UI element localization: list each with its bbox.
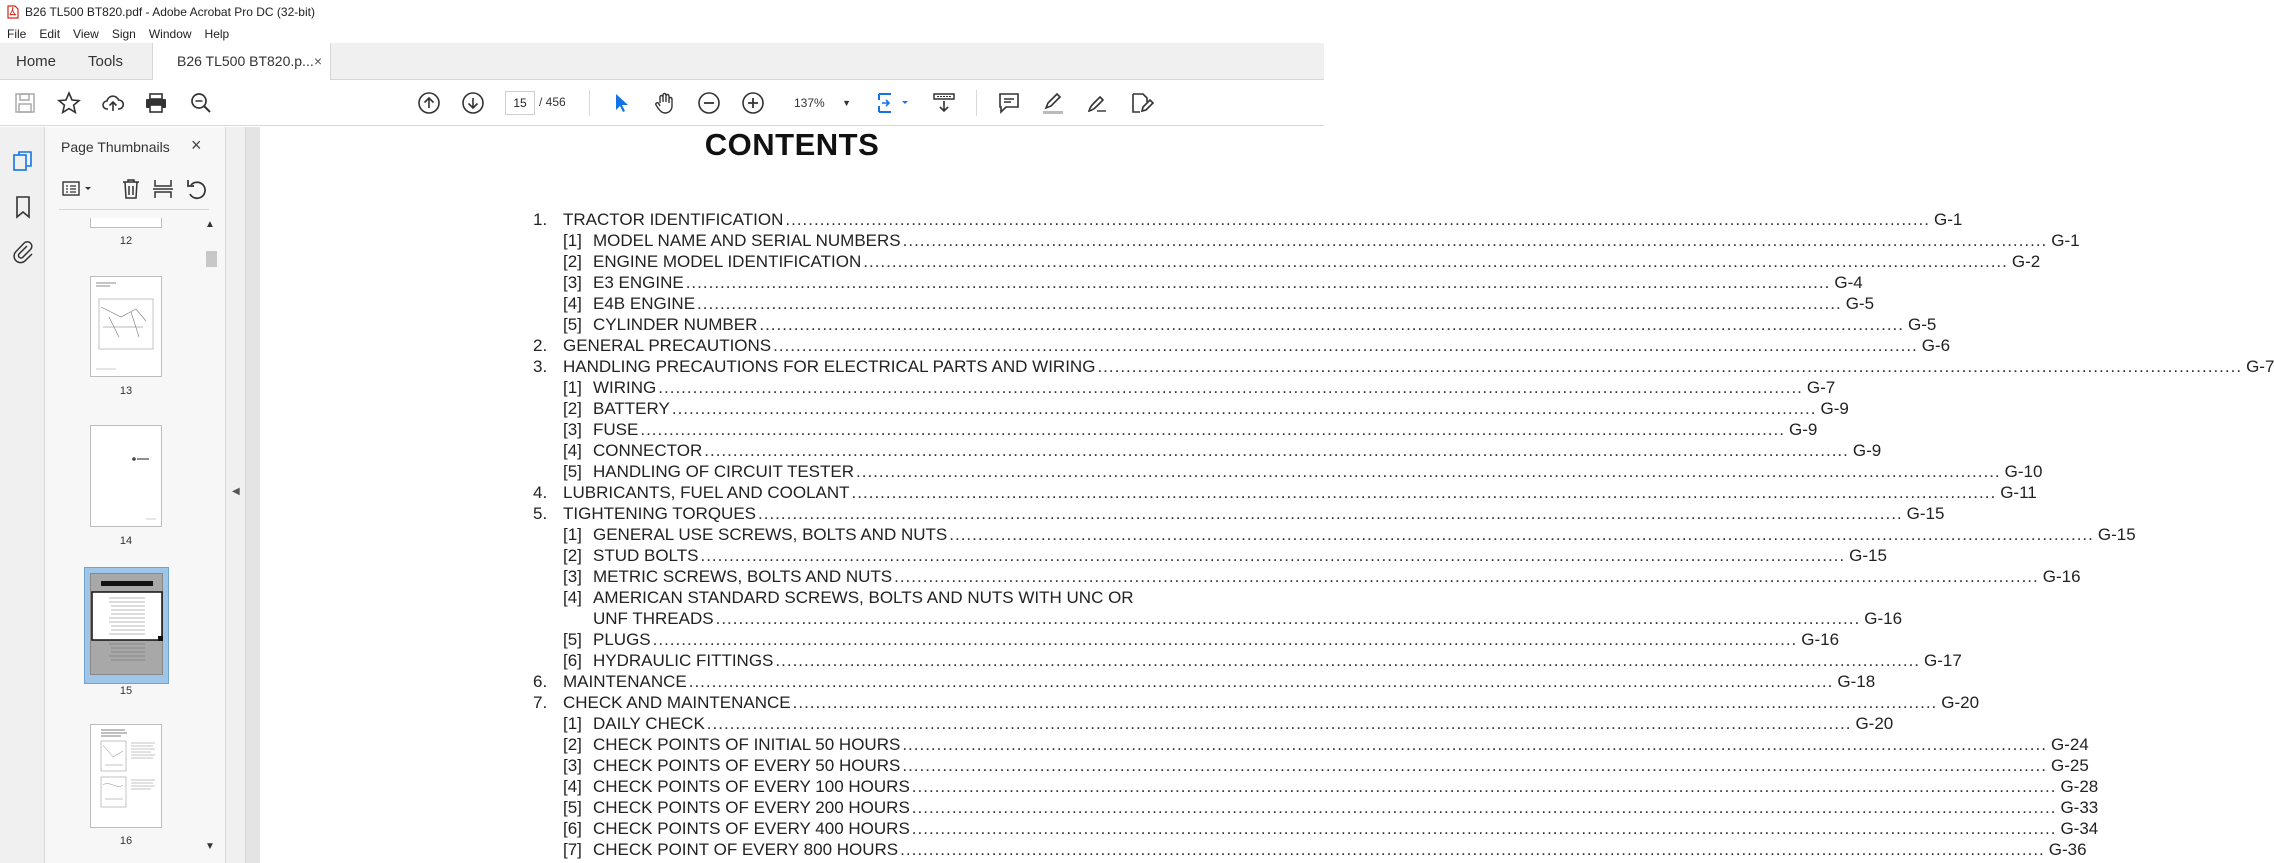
- toolbar-divider: [976, 90, 977, 116]
- toc-entry[interactable]: [533, 419, 1818, 440]
- page-number-input[interactable]: 15: [505, 91, 535, 115]
- toc-leader-dots: ........................................................................................................................................................................................................: [715, 609, 1861, 628]
- chevron-down-icon[interactable]: ▼: [205, 841, 215, 852]
- toc-leader-dots: ........................................................................................................................................................................................................: [704, 441, 1849, 460]
- toc-entry-number: 4.: [533, 483, 548, 502]
- toc-entry-title: GENERAL PRECAUTIONS: [563, 336, 772, 355]
- toc-entry-title: CHECK POINTS OF EVERY 50 HOURS: [593, 756, 901, 775]
- tab-close-icon[interactable]: ×: [313, 53, 322, 69]
- toc-leader-dots: ........................................................................................................................................................................................................: [658, 378, 1803, 397]
- toc-entry-number: 1.: [533, 210, 548, 229]
- toc-entry-page: G-1: [1934, 210, 1963, 229]
- toc-entry-number: 3.: [533, 357, 548, 376]
- toc-entry-body: [593, 230, 2080, 251]
- toc-entry[interactable]: [533, 818, 2099, 839]
- toc-entry-body: [563, 335, 1951, 356]
- toc-leader-dots: ........................................................................................................................................................................................................: [652, 630, 1798, 649]
- toc-leader-dots: ........................................................................................................................................................................................................: [911, 798, 2057, 817]
- close-icon[interactable]: ×: [191, 135, 202, 155]
- toc-entry-page: G-20: [1941, 693, 1980, 712]
- panel-title: Page Thumbnails: [61, 139, 170, 155]
- toc-entry-title: DAILY CHECK: [593, 714, 705, 733]
- hand-tool-icon[interactable]: [653, 91, 677, 115]
- toc-entry-body: [593, 776, 2099, 797]
- tab-home[interactable]: Home: [16, 53, 57, 70]
- toc-entry-body: [563, 356, 2274, 377]
- toc-entry[interactable]: [533, 797, 2099, 818]
- toc-entry-page: G-16: [1864, 609, 1903, 628]
- toc-entry-number: [6]: [563, 819, 582, 838]
- toc-entry-page: G-33: [2060, 798, 2099, 817]
- thumbnail-label: 12: [119, 235, 133, 247]
- toc-entry-title: TIGHTENING TORQUES: [563, 504, 757, 523]
- page-thumbnail[interactable]: [90, 724, 162, 828]
- toc-entry-number: [1]: [563, 714, 582, 733]
- toc-entry-title: HANDLING OF CIRCUIT TESTER: [593, 462, 855, 481]
- toc-entry[interactable]: [533, 482, 2037, 503]
- toc-entry-title: E3 ENGINE: [593, 273, 684, 292]
- toc-entry[interactable]: [533, 839, 2087, 860]
- toc-entry-body: [593, 797, 2099, 818]
- toc-entry-title: CHECK POINTS OF EVERY 200 HOURS: [593, 798, 910, 817]
- toc-entry[interactable]: [533, 272, 1863, 293]
- toc-entry[interactable]: [533, 377, 1836, 398]
- toc-entry-title: CHECK POINTS OF EVERY 100 HOURS: [593, 777, 910, 796]
- toc-entry-title: GENERAL USE SCREWS, BOLTS AND NUTS: [593, 525, 948, 544]
- toc-entry-page: G-6: [1921, 336, 1951, 355]
- toc-entry[interactable]: [533, 293, 1875, 314]
- comment-icon[interactable]: [997, 91, 1021, 115]
- toc-entry-page: G-10: [2004, 462, 2043, 481]
- toc-entry-body: [593, 419, 1818, 440]
- toc-entry-page: G-18: [1837, 672, 1876, 691]
- toc-entry-number: 2.: [533, 336, 548, 355]
- toc-entry-title: STUD BOLTS: [593, 546, 699, 565]
- table-of-contents: [533, 209, 2274, 860]
- toc-entry[interactable]: [533, 608, 1903, 629]
- toc-entry-number: [3]: [563, 273, 582, 292]
- toc-entry-body: [593, 839, 2087, 860]
- zoom-level-dropdown[interactable]: [785, 91, 857, 115]
- upload-cloud-icon[interactable]: [101, 91, 125, 115]
- toc-entry-body: [593, 545, 1887, 566]
- page-thumbnail[interactable]: [90, 218, 162, 228]
- toc-entry-title: CYLINDER NUMBER: [593, 315, 758, 334]
- toc-entry-number: [4]: [563, 588, 582, 607]
- toc-entry-number: [1]: [563, 231, 582, 250]
- tab-document-label: B26 TL500 BT820.p...: [177, 53, 314, 69]
- toc-entry-title: HYDRAULIC FITTINGS: [593, 651, 774, 670]
- thumbnail-label: 13: [119, 385, 133, 397]
- toc-entry-page: G-15: [1849, 546, 1887, 565]
- page-heading: CONTENTS: [704, 127, 880, 162]
- toc-entry-number: [4]: [563, 294, 582, 313]
- toc-entry-page: G-15: [2097, 525, 2136, 544]
- toc-leader-dots: ........................................................................................................................................................................................................: [949, 525, 2094, 544]
- toc-leader-dots: ........................................................................................................................................................................................................: [894, 567, 2039, 586]
- toc-entry-title: CHECK AND MAINTENANCE: [563, 693, 791, 712]
- toc-entry-number: [5]: [563, 315, 582, 334]
- toc-entry[interactable]: [533, 776, 2099, 797]
- toc-entry-body: [593, 734, 2089, 755]
- page-total: / 456: [539, 95, 566, 109]
- menu-file[interactable]: File: [7, 26, 27, 41]
- tab-bar: [0, 43, 1324, 80]
- toc-entry-body: [593, 650, 1962, 671]
- toc-entry-title: METRIC SCREWS, BOLTS AND NUTS: [593, 567, 893, 586]
- toc-entry[interactable]: [533, 629, 1840, 650]
- next-page-icon[interactable]: [461, 91, 485, 115]
- toc-leader-dots: ........................................................................................................................................................................................................: [911, 819, 2057, 838]
- toc-leader-dots: ........................................................................................................................................................................................................: [1097, 357, 2243, 376]
- toc-entry-page: G-16: [1801, 630, 1840, 649]
- toc-entry-title: CHECK POINTS OF EVERY 400 HOURS: [593, 819, 910, 838]
- print-icon[interactable]: [144, 91, 168, 115]
- toc-entry-body: [593, 440, 1882, 461]
- toc-entry-number: 5.: [533, 504, 548, 523]
- page-thumbnail-current[interactable]: [90, 573, 163, 675]
- toc-entry-body: [593, 524, 2136, 545]
- title-bar: [0, 0, 1324, 24]
- toc-entry-number: [5]: [563, 630, 582, 649]
- toc-entry-title: LUBRICANTS, FUEL AND COOLANT: [563, 483, 850, 502]
- toc-entry-page: G-34: [2060, 819, 2099, 838]
- toc-entry-number: [2]: [563, 399, 582, 418]
- toc-entry-title: CHECK POINTS OF INITIAL 50 HOURS: [593, 735, 901, 754]
- window-title: B26 TL500 BT820.pdf - Adobe Acrobat Pro DC (32-bit): [25, 5, 315, 19]
- highlight-pen-icon[interactable]: [1041, 91, 1065, 115]
- toc-entry-page: G-9: [1820, 399, 1849, 418]
- tab-tools[interactable]: Tools: [88, 53, 124, 70]
- scrollbar-thumb[interactable]: [206, 251, 217, 267]
- toc-entry-page: G-24: [2050, 735, 2089, 754]
- toc-entry-page: G-2: [2011, 252, 2041, 271]
- toc-entry-body: [593, 818, 2099, 839]
- thumbnail-label: 16: [119, 835, 133, 847]
- thumbnails-scrollbar[interactable]: [203, 219, 219, 859]
- toc-entry[interactable]: [533, 755, 2089, 776]
- toc-entry[interactable]: [533, 440, 1882, 461]
- options-menu-icon[interactable]: [61, 177, 95, 201]
- toc-entry-body: [593, 272, 1863, 293]
- toc-entry[interactable]: [533, 356, 2274, 377]
- toc-entry-page: G-28: [2060, 777, 2099, 796]
- toc-entry-page: G-9: [1852, 441, 1882, 460]
- toc-entry-title: HANDLING PRECAUTIONS FOR ELECTRICAL PARTS AND WIRING: [563, 357, 1096, 376]
- toc-leader-dots: ........................................................................................................................................................................................................: [911, 777, 2057, 796]
- toc-leader-dots: ........................................................................................................................................................................................................: [900, 840, 2045, 859]
- toc-entry-title: FUSE: [593, 420, 639, 439]
- toc-entry-page: G-5: [1908, 315, 1937, 334]
- toc-entry-title: PLUGS: [593, 630, 651, 649]
- toc-entry-page: G-4: [1834, 273, 1863, 292]
- toc-leader-dots: ........................................................................................................................................................................................................: [685, 273, 1831, 292]
- toc-entry-body: [593, 713, 1894, 734]
- toc-entry-title: E4B ENGINE: [593, 294, 696, 313]
- toc-entry-body: [563, 503, 1945, 524]
- thumbnail-tools: [59, 177, 219, 201]
- toc-entry-number: [2]: [563, 735, 582, 754]
- toc-entry[interactable]: [533, 650, 1962, 671]
- toc-entry-number: [5]: [563, 462, 582, 481]
- thumbnail-label: 15: [119, 685, 133, 697]
- toc-entry-title: MODEL NAME AND SERIAL NUMBERS: [593, 231, 901, 250]
- toc-entry-page: G-11: [2000, 483, 2037, 502]
- toc-entry-title: ENGINE MODEL IDENTIFICATION: [593, 252, 862, 271]
- toc-entry-body: [593, 461, 2043, 482]
- toc-entry-body: [563, 209, 1963, 230]
- zoom-in-icon[interactable]: [741, 91, 765, 115]
- toc-entry-page: G-36: [2048, 840, 2087, 859]
- toc-leader-dots: ........................................................................................................................................................................................................: [697, 294, 1842, 313]
- toc-entry-title: MAINTENANCE: [563, 672, 687, 691]
- toc-entry[interactable]: [533, 335, 1951, 356]
- toc-entry-body: [593, 587, 1188, 608]
- panel-divider: [59, 209, 209, 210]
- toc-leader-dots: ........................................................................................................................................................................................................: [792, 693, 1938, 712]
- toc-entry-body: [593, 566, 2081, 587]
- toolbar-divider: [589, 90, 590, 116]
- zoom-level-value: 137%: [794, 96, 825, 110]
- select-cursor-icon[interactable]: [609, 91, 633, 115]
- toc-entry[interactable]: [533, 524, 2136, 545]
- toc-entry-body: [563, 692, 1980, 713]
- chevron-down-icon: ▼: [842, 98, 851, 108]
- toc-entry-number: [4]: [563, 441, 582, 460]
- toc-entry-body: [563, 671, 1876, 692]
- fit-page-icon[interactable]: [876, 91, 912, 115]
- pdf-app-icon: [7, 5, 19, 19]
- toc-entry-number: [5]: [563, 798, 582, 817]
- save-icon[interactable]: [13, 91, 37, 115]
- panel-collapse-bar[interactable]: [226, 127, 246, 863]
- menu-view[interactable]: View: [73, 26, 99, 41]
- toc-leader-dots: ........................................................................................................................................................................................................: [758, 504, 1903, 523]
- attachments-icon[interactable]: [11, 240, 35, 264]
- toc-entry-page: G-17: [1924, 651, 1962, 670]
- previous-page-icon[interactable]: [417, 91, 441, 115]
- toc-entry-page: G-15: [1906, 504, 1945, 523]
- insert-page-icon[interactable]: [151, 177, 175, 201]
- menu-bar: [0, 24, 1324, 43]
- toc-entry-body: [593, 629, 1840, 650]
- menu-help[interactable]: Help: [204, 26, 230, 41]
- toc-entry-page: G-7: [2246, 357, 2274, 376]
- toc-entry-page: G-9: [1788, 420, 1818, 439]
- toc-entry-body: [563, 482, 2037, 503]
- toc-entry-title: BATTERY: [593, 399, 670, 418]
- bookmark-star-icon[interactable]: [57, 91, 81, 115]
- toc-leader-dots: ........................................................................................................................................................................................................: [785, 210, 1931, 229]
- navigation-rail: [0, 127, 45, 863]
- toc-entry-page: G-7: [1806, 378, 1836, 397]
- toc-entry-number: [2]: [563, 546, 582, 565]
- toc-entry[interactable]: [533, 734, 2089, 755]
- toc-entry-page: G-25: [2050, 756, 2089, 775]
- toc-entry[interactable]: [533, 461, 2043, 482]
- toc-leader-dots: ........................................................................................................................................................................................................: [706, 714, 1852, 733]
- document-page: [260, 127, 2274, 863]
- toc-entry-number: [1]: [563, 378, 582, 397]
- toc-leader-dots: ........................................................................................................................................................................................................: [773, 336, 1918, 355]
- toc-entry-number: [3]: [563, 420, 582, 439]
- menu-sign[interactable]: Sign: [111, 26, 136, 41]
- toc-entry-page: G-5: [1845, 294, 1875, 313]
- toc-entry-body: [593, 314, 1937, 335]
- toc-leader-dots: ........................................................................................................................................................................................................: [671, 399, 1817, 418]
- toc-entry-number: [1]: [563, 525, 582, 544]
- toc-leader-dots: ........................................................................................................................................................................................................: [640, 420, 1785, 439]
- toc-entry[interactable]: [533, 587, 1188, 608]
- toc-entry-title: AMERICAN STANDARD SCREWS, BOLTS AND NUTS WITH UNC OR: [593, 588, 1134, 607]
- toc-entry[interactable]: [533, 566, 2081, 587]
- page-thumbnail[interactable]: [90, 425, 162, 527]
- toc-entry[interactable]: [533, 503, 1945, 524]
- toc-leader-dots: ........................................................................................................................................................................................................: [851, 483, 1997, 502]
- thumbnail-label: 14: [119, 535, 133, 547]
- toc-entry-title: UNF THREADS: [593, 609, 714, 628]
- toc-entry[interactable]: [533, 314, 1937, 335]
- toc-entry[interactable]: [533, 251, 2041, 272]
- chevron-up-icon[interactable]: ▲: [205, 219, 215, 230]
- toc-entry-body: [593, 398, 1849, 419]
- scrolling-mode-icon[interactable]: [932, 91, 956, 115]
- toc-entry-page: G-20: [1855, 714, 1894, 733]
- toc-entry[interactable]: [533, 692, 1980, 713]
- toc-entry-page: G-1: [2051, 231, 2080, 250]
- collapse-arrow-icon[interactable]: ◀: [232, 486, 240, 497]
- rotate-page-icon[interactable]: [185, 177, 209, 201]
- toc-entry-number: [7]: [563, 840, 582, 859]
- toc-entry-body: [593, 377, 1836, 398]
- toc-entry-body: [593, 608, 1903, 629]
- toc-entry-body: [593, 251, 2041, 272]
- toc-leader-dots: ........................................................................................................................................................................................................: [863, 252, 2008, 271]
- toc-entry[interactable]: [533, 545, 1887, 566]
- toc-entry[interactable]: [533, 671, 1876, 692]
- toc-entry-number: [6]: [563, 651, 582, 670]
- toc-entry-body: [593, 755, 2089, 776]
- zoom-out-icon[interactable]: [697, 91, 721, 115]
- toc-leader-dots: ........................................................................................................................................................................................................: [688, 672, 1834, 691]
- toc-leader-dots: ........................................................................................................................................................................................................: [759, 315, 1904, 334]
- toc-entry-title: CONNECTOR: [593, 441, 703, 460]
- search-zoom-icon[interactable]: [189, 91, 213, 115]
- toc-entry[interactable]: [533, 209, 1963, 230]
- toc-entry-number: [3]: [563, 567, 582, 586]
- toc-entry-number: 7.: [533, 693, 548, 712]
- toc-entry[interactable]: [533, 713, 1894, 734]
- toc-leader-dots: ........................................................................................................................................................................................................: [902, 756, 2047, 775]
- toc-entry-body: [593, 293, 1875, 314]
- page-thumbnail[interactable]: [90, 276, 162, 377]
- bookmarks-icon[interactable]: [11, 195, 35, 219]
- toc-entry-title: CHECK POINT OF EVERY 800 HOURS: [593, 840, 899, 859]
- toc-entry-number: [3]: [563, 756, 582, 775]
- toc-entry[interactable]: [533, 230, 2080, 251]
- tab-document[interactable]: [152, 43, 331, 81]
- page-thumbnails-icon[interactable]: [11, 149, 35, 173]
- menu-edit[interactable]: Edit: [39, 26, 61, 41]
- toc-entry-number: 6.: [533, 672, 548, 691]
- toc-entry[interactable]: [533, 398, 1849, 419]
- toc-entry-number: [2]: [563, 252, 582, 271]
- toc-leader-dots: ........................................................................................................................................................................................................: [902, 735, 2047, 754]
- toc-entry-page: G-16: [2042, 567, 2081, 586]
- document-viewport[interactable]: [246, 127, 2274, 863]
- toc-leader-dots: ........................................................................................................................................................................................................: [856, 462, 2001, 481]
- delete-page-icon[interactable]: [119, 177, 143, 201]
- sign-pen-icon[interactable]: [1085, 91, 1109, 115]
- toc-leader-dots: ........................................................................................................................................................................................................: [902, 231, 2048, 250]
- edit-pdf-icon[interactable]: [1129, 91, 1153, 115]
- menu-window[interactable]: Window: [148, 26, 192, 41]
- toc-leader-dots: ........................................................................................................................................................................................................: [700, 546, 1846, 565]
- toc-entry-number: [4]: [563, 777, 582, 796]
- toc-entry-title: WIRING: [593, 378, 657, 397]
- toc-entry-title: TRACTOR IDENTIFICATION: [563, 210, 784, 229]
- toc-leader-dots: ........................................................................................................................................................................................................: [775, 651, 1921, 670]
